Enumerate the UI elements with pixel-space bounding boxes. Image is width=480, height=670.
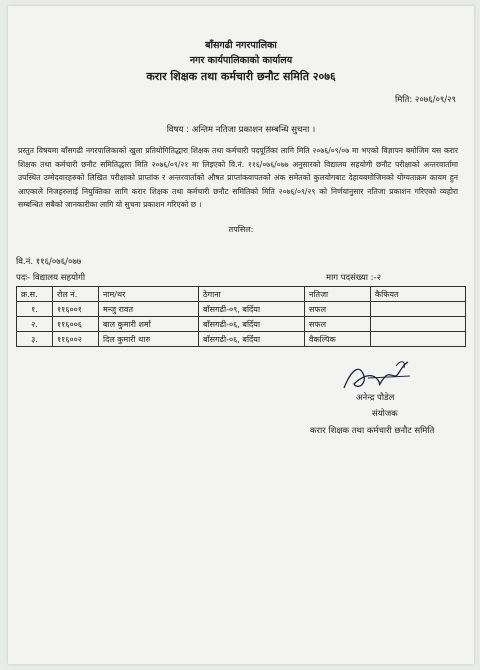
advertisement-number: वि.नं. ११६/०७६/०७७ xyxy=(16,257,82,267)
signatory-designation: संयोजक xyxy=(372,409,398,419)
cell-name: दिल कुमारी थारु xyxy=(99,332,199,347)
demand-count: माग पदसंख्या :-२ xyxy=(326,273,382,283)
table-row xyxy=(17,302,466,317)
cell-remarks xyxy=(371,332,466,347)
results-table xyxy=(16,286,466,347)
cell-address: बाँसगढी-०६, बर्दिया xyxy=(199,332,305,347)
col-header-remarks: कैफियत xyxy=(371,287,466,302)
signatory-name: अनेन्द्र पौडेल xyxy=(356,393,395,403)
table-row xyxy=(17,332,466,347)
cell-result: वैकल्पिक xyxy=(305,332,371,347)
cell-roll: ११६००१ xyxy=(53,302,99,317)
cell-result: सफल xyxy=(305,302,371,317)
cell-address: बाँसगढी-०६, बर्दिया xyxy=(199,317,305,332)
table-row xyxy=(17,317,466,332)
notice-document xyxy=(8,6,474,664)
cell-roll: ११६००६ xyxy=(53,317,99,332)
cell-serial: २. xyxy=(17,317,53,332)
post-name: पदः- विद्यालय सहयोगी xyxy=(16,273,86,283)
notice-subject: विषय : अन्तिम नतिजा प्रकाशन सम्बन्धि सुचना । xyxy=(166,125,316,135)
col-header-serial: क्र.स. xyxy=(17,287,53,302)
col-header-roll: रोल नं. xyxy=(53,287,99,302)
municipality-name: बाँसगढी नगरपालिका xyxy=(205,40,277,51)
signatory-committee: करार शिक्षक तथा कर्मचारी छनौट समिति xyxy=(310,426,435,436)
cell-serial: ३. xyxy=(17,332,53,347)
office-name: नगर कार्यपालिकाको कार्यालय xyxy=(189,55,293,66)
tapasil-label: तपसिल: xyxy=(228,225,254,234)
notice-body: प्रस्तुत विषयमा बाँसगढी नगरपालिकाको खुला प्रतियोगितिद्धारा शिक्षक तथा कर्मचारी पदपूर्तिका लागि मिति २०७६/०९/०७ मा भएको विज्ञापन बमोजिम यस करार शिक्षक तथा कर्मचारी छनौट समितिद्धारा मिति २०७६/०९/२१ मा लिइएको वि.नं. ११६/०७६/०७७ अनुसारको विद्यालय सहयोगी छनौट परीक्षाको अन्तरवार्तामा उपस्थित उम्मेदवारहरुको लिखित परीक्षाको प्राप्तांक र अन्तरवार्ताको औषत प्राप्तांकवापतको अंक समेतको कुलयोगबाट देहायबमोजिमको योग्यताक्रम कायम हुन आएकाले निजहरुलाई नियुक्तिका लागि करार शिक्षक तथा कर्मचारी छनौट समितिको मिति २०७६/०९/२९ को निर्णयानुसार नतिजा प्रकाशन गरिएको व्यहोरा सम्बन्धित सबैको जानकारीका लागि यो सुचना प्रकाशन गरिएको छ । xyxy=(18,146,458,209)
cell-roll: ११६००२ xyxy=(53,332,99,347)
cell-remarks xyxy=(371,302,466,317)
table-header-row xyxy=(17,287,466,302)
cell-remarks xyxy=(371,317,466,332)
cell-address: बाँसगढी-०९, बर्दिया xyxy=(199,302,305,317)
col-header-address: ठेगाना xyxy=(199,287,305,302)
cell-result: सफल xyxy=(305,317,371,332)
cell-serial: १. xyxy=(17,302,53,317)
committee-title: करार शिक्षक तथा कर्मचारी छनौट समिति २०७६ xyxy=(146,70,336,83)
col-header-name: नाम/थर xyxy=(99,287,199,302)
col-header-result: नतिजा xyxy=(305,287,371,302)
notice-date: मिति: २०७६/०९/२९ xyxy=(395,95,456,105)
cell-name: मन्जु रावत xyxy=(99,302,199,317)
cell-name: बाल कुमारी शर्मा xyxy=(99,317,199,332)
